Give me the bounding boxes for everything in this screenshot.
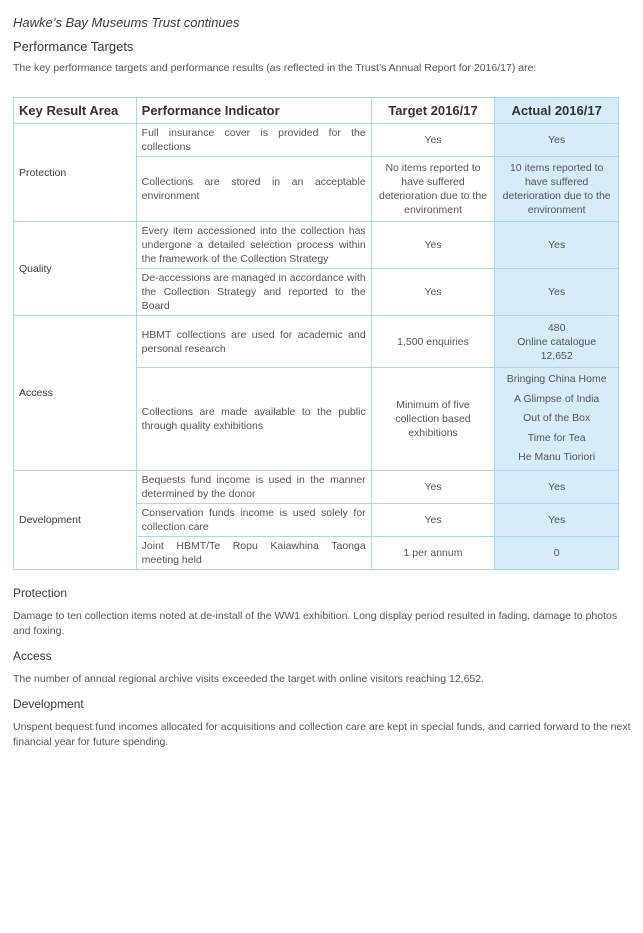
area-quality: Quality bbox=[14, 222, 137, 316]
section-title: Performance Targets bbox=[13, 39, 134, 54]
note-access bbox=[13, 649, 633, 687]
table-row bbox=[14, 124, 619, 157]
indicator-cell: Collections are made available to the public through quality exhibitions bbox=[136, 368, 371, 471]
actual-cell: Yes bbox=[495, 124, 619, 157]
note-title: Access bbox=[13, 649, 52, 663]
actual-cell: 0 bbox=[495, 537, 619, 570]
target-cell: Yes bbox=[371, 471, 495, 504]
note-title: Development bbox=[13, 697, 84, 711]
target-cell: Yes bbox=[371, 124, 495, 157]
table-row bbox=[14, 222, 619, 269]
actual-cell bbox=[495, 316, 619, 368]
indicator-cell: Bequests fund income is used in the manner determined by the donor bbox=[136, 471, 371, 504]
header-actual: Actual 2016/17 bbox=[495, 98, 619, 124]
target-cell: Yes bbox=[371, 269, 495, 316]
table-row bbox=[14, 316, 619, 368]
target-cell: Yes bbox=[371, 222, 495, 269]
header-key-result-area: Key Result Area bbox=[14, 98, 137, 124]
actual-line: 480 bbox=[547, 321, 566, 334]
header-performance-indicator: Performance Indicator bbox=[136, 98, 371, 124]
area-protection: Protection bbox=[14, 124, 137, 222]
indicator-cell: Full insurance cover is provided for the collections bbox=[136, 124, 371, 157]
actual-cell: Yes bbox=[495, 471, 619, 504]
note-development bbox=[13, 697, 633, 750]
actual-line: 12,652 bbox=[540, 349, 573, 362]
indicator-cell: Collections are stored in an acceptable environment bbox=[136, 157, 371, 222]
area-access: Access bbox=[14, 316, 137, 471]
exhibition-item: He Manu Tioriori bbox=[518, 451, 596, 464]
actual-cell bbox=[495, 368, 619, 471]
target-cell: 1,500 enquiries bbox=[371, 316, 495, 368]
exhibition-item: Time for Tea bbox=[527, 431, 586, 444]
note-title: Protection bbox=[13, 586, 68, 600]
exhibition-item: Bringing China Home bbox=[506, 373, 607, 386]
note-text: Unspent bequest fund incomes allocated for acquisitions and collection care are kept in special funds, and carried forward to the next financial year for future spending. bbox=[13, 721, 631, 748]
area-development: Development bbox=[14, 471, 137, 570]
target-cell: No items reported to have suffered deterioration due to the environment bbox=[371, 157, 495, 222]
actual-cell: Yes bbox=[495, 504, 619, 537]
target-cell: 1 per annum bbox=[371, 537, 495, 570]
indicator-cell: De-accessions are managed in accordance with the Collection Strategy and reported to the Board bbox=[136, 269, 371, 316]
document-header: Hawke’s Bay Museums Trust continues bbox=[13, 15, 240, 30]
intro-text: The key performance targets and performance results (as reflected in the Trust’s Annual Report for 2016/17) are: bbox=[13, 62, 537, 74]
target-cell: Yes bbox=[371, 504, 495, 537]
actual-line: Online catalogue bbox=[517, 335, 597, 348]
performance-targets-table bbox=[13, 97, 619, 570]
exhibition-item: Out of the Box bbox=[523, 412, 591, 425]
actual-cell: Yes bbox=[495, 222, 619, 269]
target-cell: Minimum of five collection based exhibitions bbox=[371, 368, 495, 471]
indicator-cell: Conservation funds income is used solely for collection care bbox=[136, 504, 371, 537]
note-protection bbox=[13, 586, 633, 639]
actual-cell: 10 items reported to have suffered deterioration due to the environment bbox=[495, 157, 619, 222]
table-header-row bbox=[14, 98, 619, 124]
note-text: The number of annual regional archive visits exceeded the target with online visitors reaching 12,652. bbox=[13, 673, 485, 685]
exhibition-item: A Glimpse of India bbox=[514, 392, 600, 405]
indicator-cell: HBMT collections are used for academic and personal research bbox=[136, 316, 371, 368]
indicator-cell: Joint HBMT/Te Ropu Kaiawhina Taonga meeting held bbox=[136, 537, 371, 570]
header-target: Target 2016/17 bbox=[371, 98, 495, 124]
indicator-cell: Every item accessioned into the collection has undergone a detailed selection process within the framework of the Collection Strategy bbox=[136, 222, 371, 269]
note-text: Damage to ten collection items noted at de-install of the WW1 exhibition. Long display period resulted in fading, damage to photos and foxing. bbox=[13, 610, 618, 637]
table-row bbox=[14, 471, 619, 504]
actual-cell: Yes bbox=[495, 269, 619, 316]
